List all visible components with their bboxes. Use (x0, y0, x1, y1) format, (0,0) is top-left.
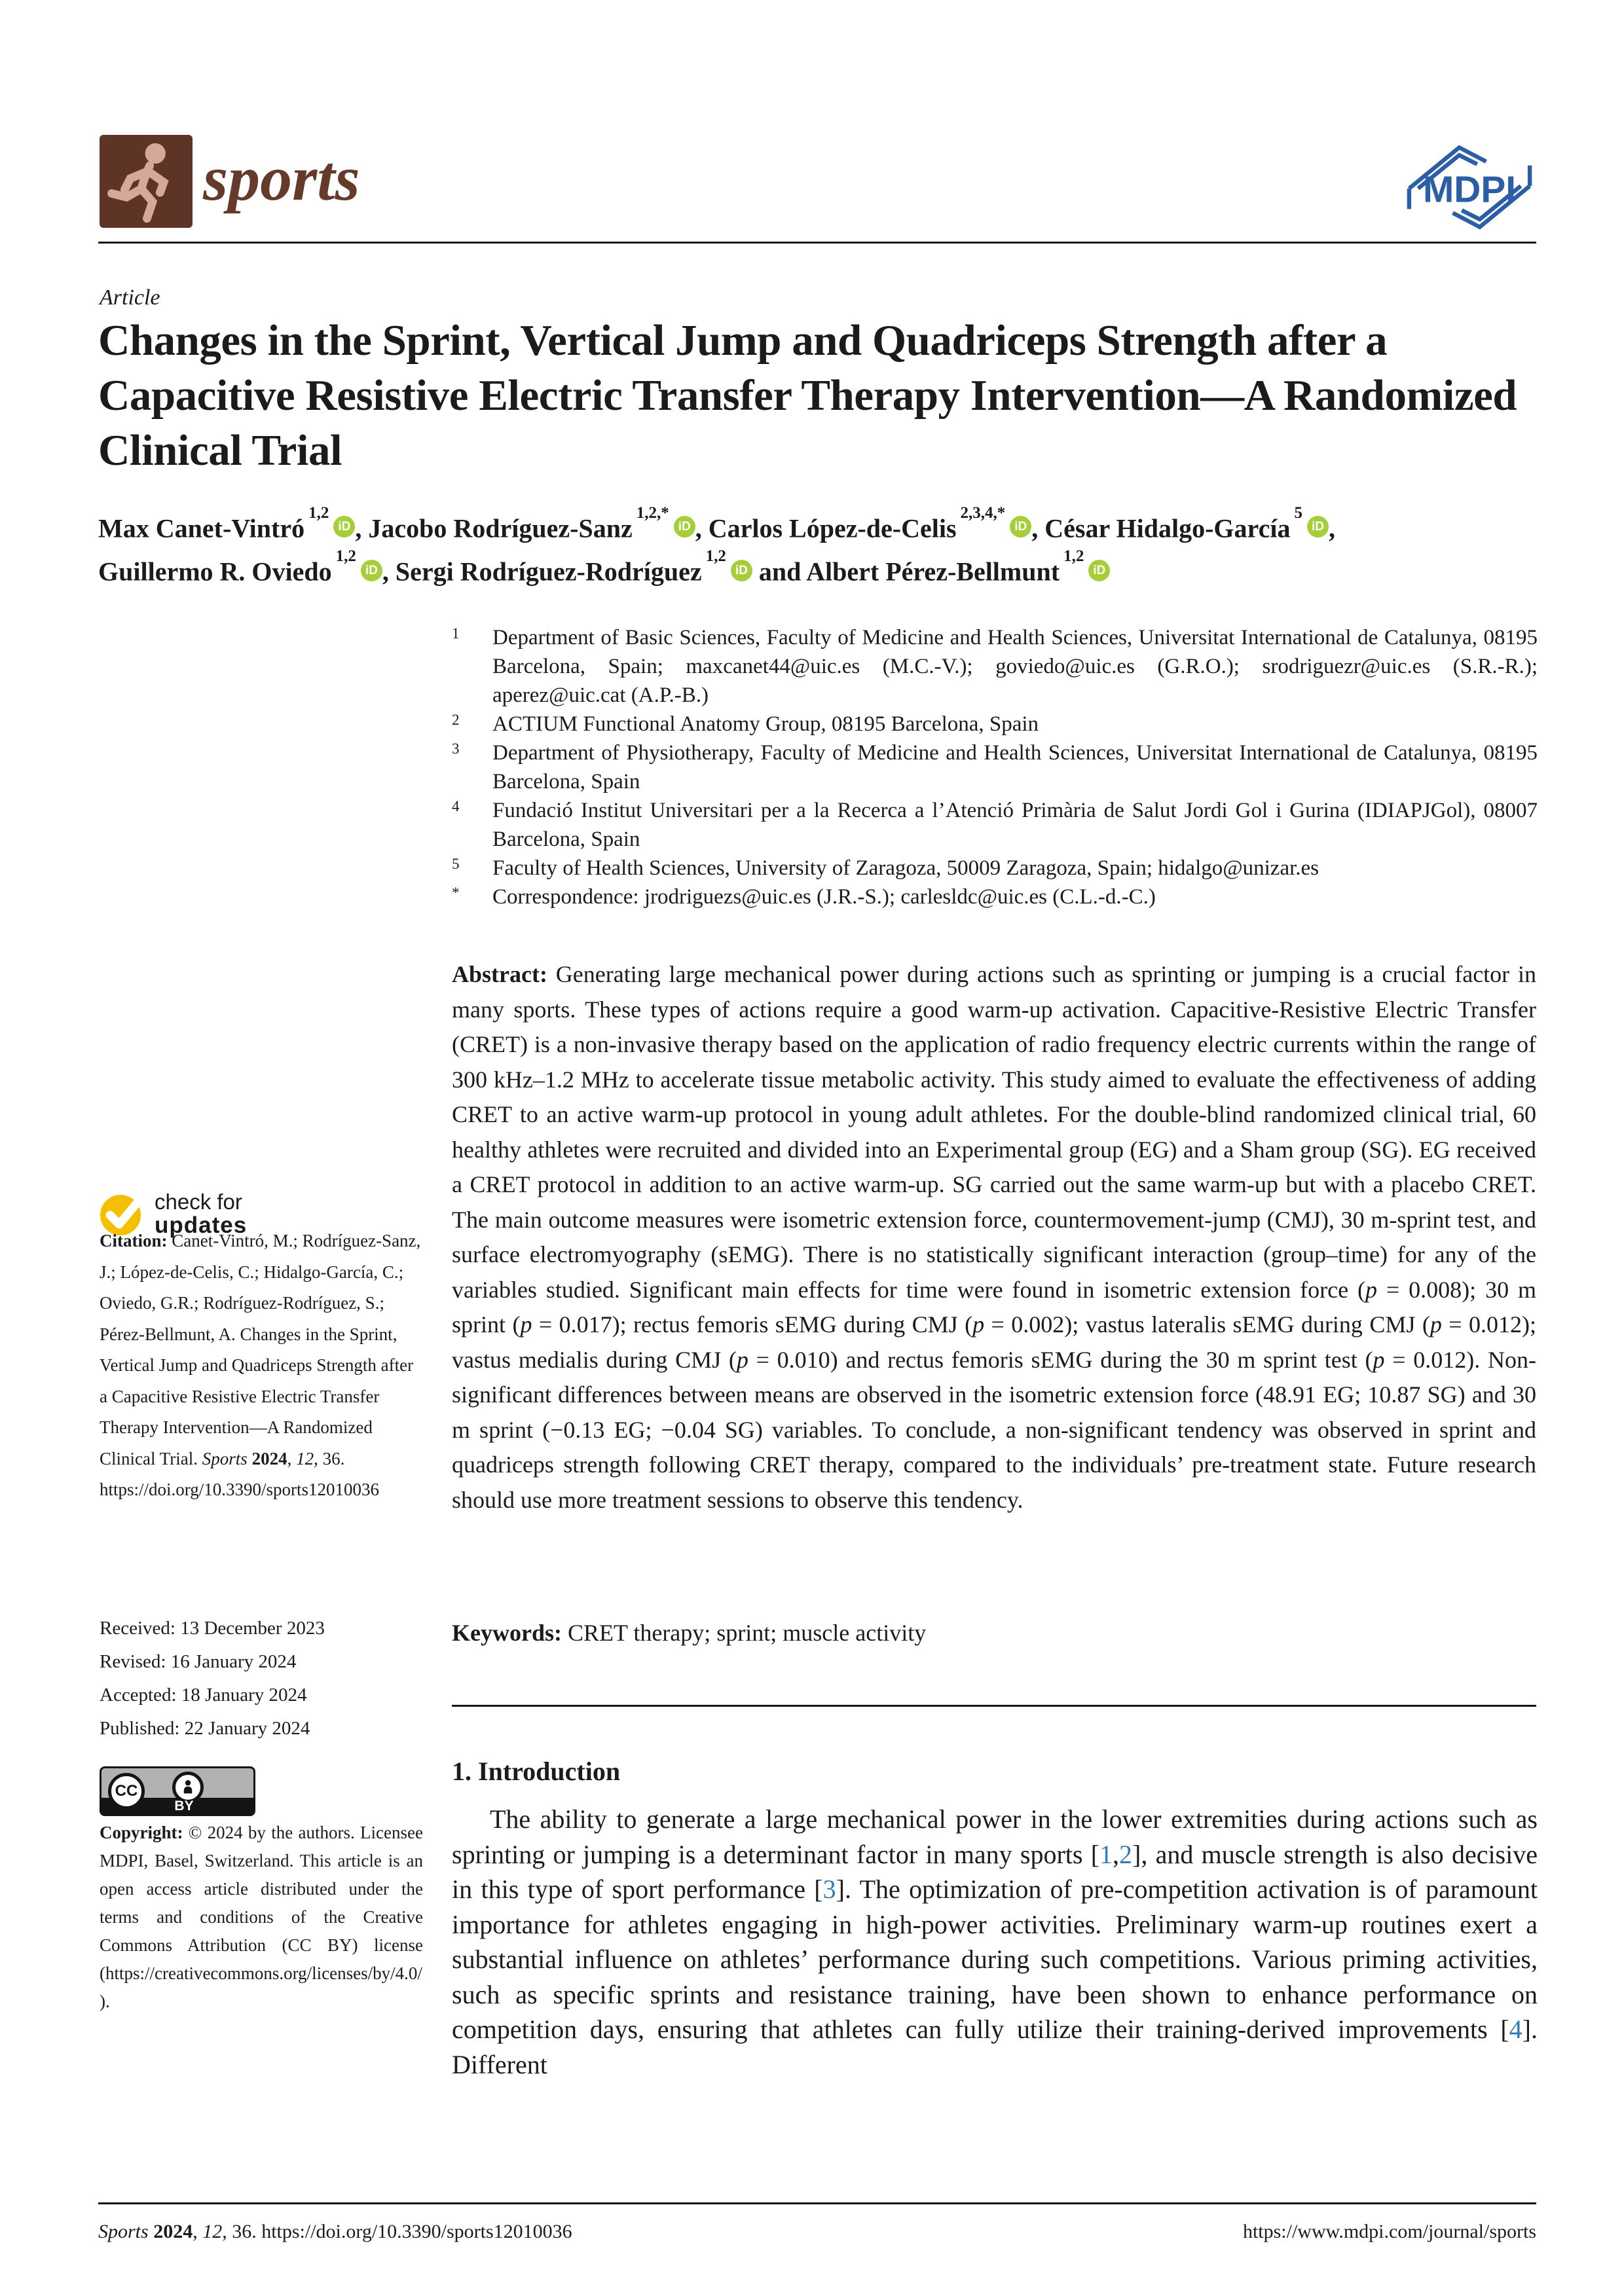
reference-link[interactable]: 3 (822, 1874, 836, 1904)
affiliation-text: ACTIUM Functional Anatomy Group, 08195 Barcelona, Spain (492, 712, 1039, 736)
orcid-icon[interactable]: iD (731, 560, 752, 581)
date-row: Accepted: 18 January 2024 (100, 1685, 307, 1705)
reference-link[interactable]: 2 (1119, 1839, 1133, 1869)
date-row: Revised: 16 January 2024 (100, 1651, 297, 1672)
author-affiliation-superscript: 2,3,4,* (960, 504, 1006, 522)
affiliation-row (452, 883, 1538, 911)
affiliation-marker: * (452, 884, 460, 901)
check-for-updates-label: check for updates (155, 1190, 248, 1238)
cc-by-license-badge[interactable] (100, 1766, 255, 1816)
affiliation-row (452, 710, 1538, 738)
affiliation-row (452, 623, 1538, 710)
affiliation-text: Department of Basic Sciences, Faculty of Medicine and Health Sciences, Universitat International de Catalunya, 08195 Barcelona, Spain; maxcanet44@uic.es (M.C.-V.); goviedo@uic.es (G.R.O.); srodriguezr@uic.es (S.R.-R.); aperez@uic.cat (A.P.-B.) (492, 626, 1538, 707)
author-name: Carlos López-de-Celis (708, 513, 957, 543)
author-affiliation-superscript: 1,2 (308, 504, 329, 522)
affiliation-list (452, 623, 1538, 911)
date-row: Published: 22 January 2024 (100, 1718, 310, 1739)
author-affiliation-superscript: 1,2 (705, 547, 726, 566)
keywords-rule (452, 1705, 1536, 1707)
abstract: Abstract: Generating large mechanical power during actions such as sprinting or jumping is a crucial factor in many sports. These types of actions require a good warm-up activation. Capacitive-Resistive Electric Transfer (CRET) is a non-invasive therapy based on the application of radio frequency electric currents within the range of 300 kHz–1.2 MHz to accelerate tissue metabolic activity. This study aimed to evaluate the effectiveness of adding CRET to an active warm-up protocol in young adult athletes. For the double-blind randomized clinical trial, 60 healthy athletes were recruited and divided into an Experimental group (EG) and a Sham group (SG). EG received a CRET protocol in addition to an active warm-up. SG carried out the same warm-up but with a placebo CRET. The main outcome measures were isometric extension force, countermovement-jump (CMJ), 30 m-sprint test, and surface electromyography (sEMG). There is no statistically significant interaction (group–time) for any of the variables studied. Significant main effects for time were found in isometric extension force (p = 0.008); 30 m sprint (p = 0.017); rectus femoris sEMG during CMJ (p = 0.002); vastus lateralis sEMG during CMJ (p = 0.012); vastus medialis during CMJ (p = 0.010) and rectus femoris sEMG during the 30 m sprint test (p = 0.012). Non-significant differences between means are observed in the isometric extension force (48.91 EG; 10.87 SG) and 30 m sprint (−0.13 EG; −0.04 SG) variables. To conclude, a non-significant tendency was observed in sprint and quadriceps strength following CRET therapy, compared to the individuals’ pre-treatment state. Future research should use more treatment sessions to observe this tendency. (452, 961, 1537, 1513)
author-affiliation-superscript: 1,2 (335, 547, 356, 566)
affiliation-row (452, 738, 1538, 796)
cc-by-label: BY (174, 1798, 194, 1813)
author-affiliation-superscript: 1,2 (1063, 547, 1084, 566)
section-heading-introduction: 1. Introduction (452, 1757, 621, 1786)
footer-rule (98, 2202, 1536, 2204)
affiliation-row (452, 796, 1538, 854)
author-name: Jacobo Rodríguez-Sanz (368, 513, 633, 543)
author-name: Albert Pérez-Bellmunt (806, 556, 1060, 587)
introduction-paragraph: The ability to generate a large mechanical power in the lower extremities during actions such as sprinting or jumping is a determinant factor in many sports [1,2], and muscle strength is also decisive in this type of sport performance [3]. The optimization of pre-competition activation is of paramount importance for athletes engaging in high-power activities. Preliminary warm-up routines exert a substantial influence on athletes’ performance during such competitions. Various priming activities, such as specific sprints and resistance training, have been shown to enhance performance on competition days, ensuring that athletes can fully utilize their training-derived improvements [4]. Different (452, 1804, 1538, 2079)
affiliation-marker: 2 (452, 712, 460, 728)
affiliation-marker: 1 (452, 625, 460, 642)
page-title: Changes in the Sprint, Vertical Jump and Quadriceps Strength after a Capacitive Resistive Electric Transfer Therapy Intervention—A Randomized Clinical Trial (98, 316, 1517, 475)
author-name: Max Canet-Vintró (98, 513, 305, 543)
orcid-icon[interactable]: iD (674, 516, 695, 538)
author-list: Max Canet-Vintró$^{1,2}$iD , Jacobo Rodríguez-Sanz$^{1,2,*}$iD , Carlos López-de-Celis$^{2,3,4,*}$iD , César Hidalgo-García$^5$iD , Guillermo R. Oviedo$^{1,2}$iD , Sergi Rodríguez-Rodríguez$^{1,2}$iD and Albert Pérez-Bellmunt$^{1,2}$iD (98, 504, 1335, 587)
keywords: Keywords: CRET therapy; sprint; muscle activity (452, 1620, 927, 1646)
orcid-icon[interactable]: iD (333, 516, 355, 538)
sports-journal-logo (100, 135, 193, 228)
affiliation-marker: 5 (452, 856, 460, 872)
footer-journal-url[interactable]: https://www.mdpi.com/journal/sports (1242, 2221, 1536, 2242)
author-name: César Hidalgo-García (1044, 513, 1291, 543)
author-name: Guillermo R. Oviedo (98, 556, 332, 587)
header-rule (98, 242, 1536, 244)
author-affiliation-superscript: 5 (1294, 504, 1302, 522)
orcid-icon[interactable]: iD (1088, 560, 1110, 581)
journal-name: sports (203, 143, 360, 214)
copyright-notice: Copyright: © 2024 by the authors. Licensee MDPI, Basel, Switzerland. This article is an open access article distributed under the terms and conditions of the Creative Commons Attribution (CC BY) license (https://creativecommons.org/licenses/by/4.0/). (100, 1823, 423, 2011)
author-name: Sergi Rodríguez-Rodríguez (395, 556, 702, 587)
citation-block: Citation: Canet-Vintró, M.; Rodríguez-Sanz, J.; López-de-Celis, C.; Hidalgo-García, C.; Oviedo, G.R.; Rodríguez-Rodríguez, S.; Pérez-Bellmunt, A. Changes in the Sprint, Vertical Jump and Quadriceps Strength after a Capacitive Resistive Electric Transfer Therapy Intervention—A Randomized Clinical Trial. Sports 2024, 12, 36. https://doi.org/10.3390/sports12010036 (100, 1231, 421, 1499)
reference-link[interactable]: 4 (1509, 2014, 1522, 2044)
affiliation-text: Correspondence: jrodriguezs@uic.es (J.R.-S.); carlesldc@uic.es (C.L.-d.-C.) (492, 885, 1156, 909)
orcid-icon[interactable]: iD (361, 560, 382, 581)
affiliation-text: Department of Physiotherapy, Faculty of Medicine and Health Sciences, Universitat International de Catalunya, 08195 Barcelona, Spain (492, 741, 1538, 793)
reference-link[interactable]: 1 (1099, 1839, 1113, 1869)
affiliation-text: Fundació Institut Universitari per a la Recerca a l’Atenció Primària de Salut Jordi Gol i Gurina (IDIAPJGol), 08007 Barcelona, Spain (492, 799, 1538, 851)
date-row: Received: 13 December 2023 (100, 1618, 325, 1639)
affiliation-row (452, 854, 1538, 883)
article-type-label: Article (100, 285, 160, 310)
orcid-icon[interactable]: iD (1307, 516, 1329, 538)
svg-text:MDPI: MDPI (1422, 169, 1517, 211)
affiliation-text: Faculty of Health Sciences, University of Zaragoza, 50009 Zaragoza, Spain; hidalgo@unizar.es (492, 856, 1319, 880)
orcid-icon[interactable]: iD (1010, 516, 1031, 538)
mdpi-hexagon-icon (1405, 141, 1534, 233)
mdpi-logo[interactable] (1405, 141, 1534, 236)
cc-icon: CC (108, 1773, 145, 1810)
footer-doi-link[interactable]: https://doi.org/10.3390/sports12010036 (261, 2221, 572, 2242)
author-affiliation-superscript: 1,2,* (636, 504, 669, 522)
article-dates (100, 1612, 423, 1745)
runner-icon (100, 135, 193, 228)
affiliation-marker: 3 (452, 740, 460, 757)
footer-citation: Sports 2024, 12, 36. https://doi.org/10.3390/sports12010036 (98, 2221, 572, 2242)
citation-doi-link[interactable]: https://doi.org/10.3390/sports12010036 (100, 1480, 380, 1499)
affiliation-marker: 4 (452, 798, 460, 814)
page-footer (98, 2221, 1536, 2243)
